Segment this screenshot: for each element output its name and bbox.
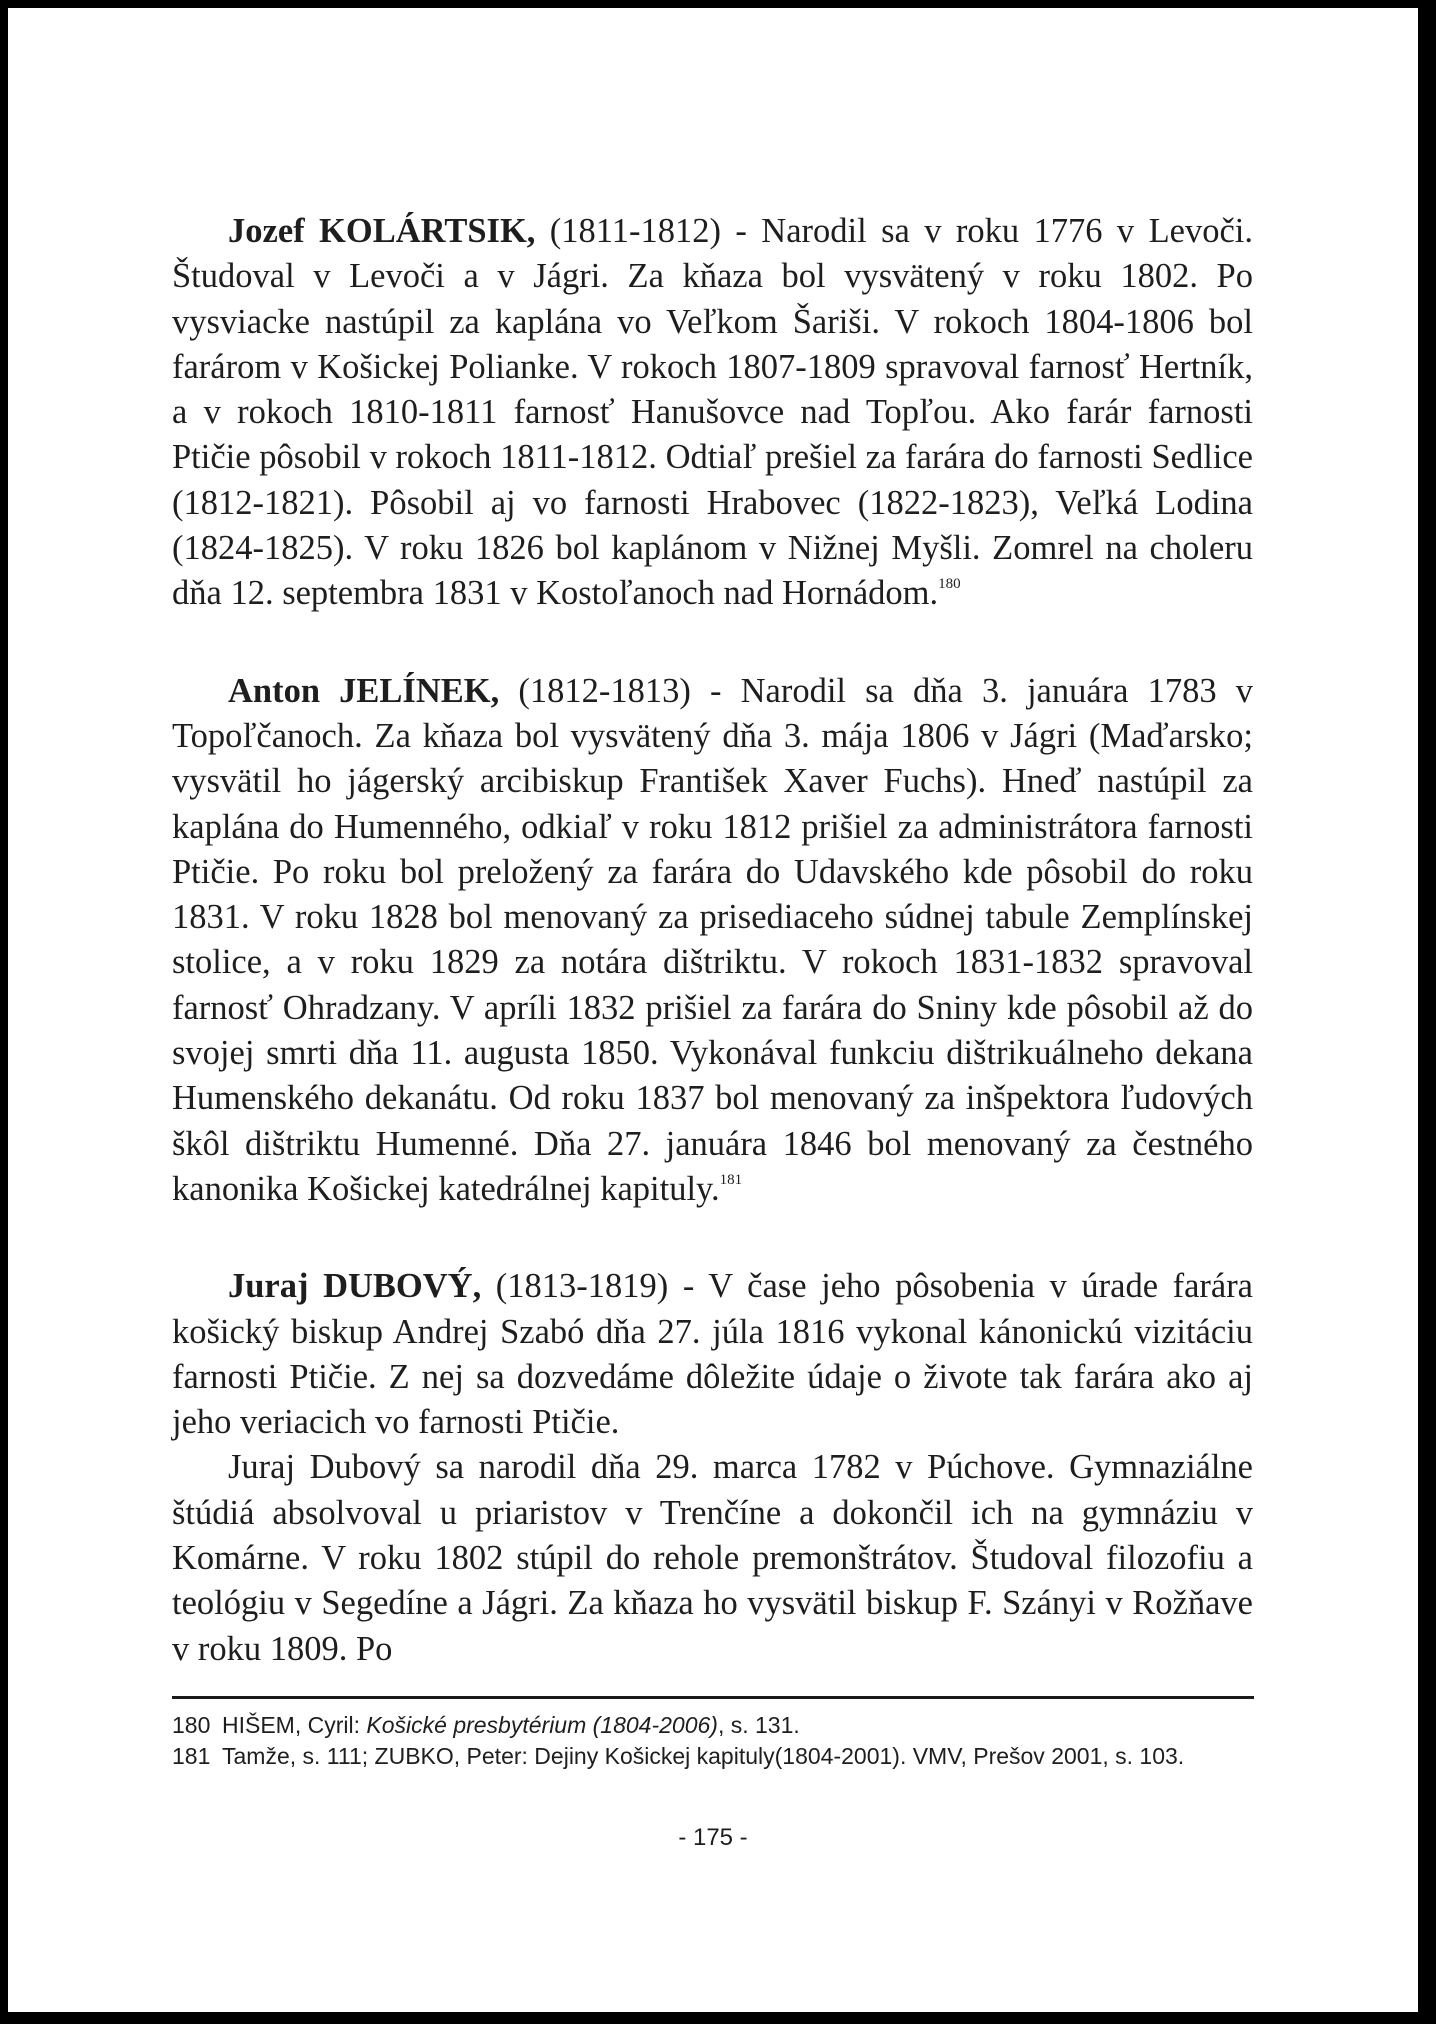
entry-text: (1811-1812) - Narodil sa v roku 1776 v Levoči. Študoval v Levoči a v Jágri. Za kňaza bol vysvätený v roku 1802. Po vysviacke nastúpil za kaplána vo Veľkom Šariši. V rokoch 1804-1806 bol farárom v Košickej Polianke. V rokoch 1807-1809 spravoval farnosť Hertník, a v rokoch 1810-1811 farnosť Hanušovce nad Topľou. Ako farár farnosti Ptičie pôsobil v rokoch 1811-1812. Odtiaľ prešiel za farára do farnosti Sedlice (1812-1821). Pôsobil aj vo farnosti Hrabovec (1822-1823), Veľká Lodina (1824-1825). V roku 1826 bol kaplánom v Nižnej Myšli. Zomrel na choleru dňa 12. septembra 1831 v Kostoľanoch nad Hornádom. bbox=[172, 212, 1253, 613]
footnote-title: Košické presbytérium (1804-2006) bbox=[366, 1712, 718, 1738]
footnote bbox=[172, 1741, 1254, 1772]
entry-dubovy bbox=[172, 1264, 1253, 1445]
footnote-divider bbox=[172, 1696, 1254, 1699]
priest-name: Juraj DUBOVÝ, bbox=[228, 1267, 482, 1306]
document-page bbox=[8, 8, 1418, 2012]
page-number: - 175 - bbox=[678, 1824, 748, 1851]
footnotes bbox=[172, 1710, 1254, 1772]
footnote-text: Tamže, s. 111; ZUBKO, Peter: Dejiny Košickej kapituly(1804-2001). VMV, Prešov 2001, s. 103. bbox=[222, 1743, 1185, 1769]
entry-text: (1813-1819) - V čase jeho pôsobenia v úrade farára košický biskup Andrej Szabó dňa 27. júla 1816 vykonal kánonickú vizitáciu farnosti Ptičie. Z nej sa dozvedáme dôležite údaje o živote tak farára ako aj jeho veriacich vo farnosti Ptičie. bbox=[172, 1267, 1253, 1442]
footnote bbox=[172, 1710, 1254, 1741]
priest-name: Jozef KOLÁRTSIK, bbox=[228, 212, 536, 250]
footnote-number: 181 bbox=[172, 1743, 211, 1769]
footnote-ref[interactable]: 180 bbox=[938, 576, 961, 593]
footnote-text: HIŠEM, Cyril: bbox=[222, 1712, 367, 1738]
entry-dubovy-continuation: Juraj Dubový sa narodil dňa 29. marca 1782 v Púchove. Gymnaziálne štúdiá absolvoval u priaristov v Trenčíne a dokončil ich na gymnáziu v Komárne. V roku 1802 stúpil do rehole premonštrátov. Študoval filozofiu a teológiu v Segedíne a Jágri. Za kňaza ho vysvätil biskup F. Szányi v Rožňave v roku 1809. Po bbox=[172, 1448, 1253, 1668]
footnote-number: 180 bbox=[172, 1712, 211, 1738]
footnote-text-end: , s. 131. bbox=[717, 1712, 800, 1738]
main-text bbox=[172, 209, 1253, 1672]
entry-jelinek bbox=[172, 669, 1253, 1213]
priest-name: Anton JELÍNEK, bbox=[228, 671, 500, 710]
footnote-ref[interactable]: 181 bbox=[719, 1171, 743, 1188]
entry-text: (1812-1813) - Narodil sa dňa 3. januára 1783 v Topoľčanoch. Za kňaza bol vysvätený dňa 3. mája 1806 v Jágri (Maďarsko; vysvätil ho jágerský arcibiskup František Xaver Fuchs). Hneď nastúpil za kaplána do Humenného, odkiaľ v roku 1812 prišiel za administrátora farnosti Ptičie. Po roku bol preložený za farára do Udavského kde pôsobil do roku 1831. V roku 1828 bol menovaný za prisediaceho súdnej tabule Zemplínskej stolice, a v roku 1829 za notára dištriktu. V rokoch 1831-1832 spravoval farnosť Ohradzany. V apríli 1832 prišiel za farára do Sniny kde pôsobil až do svojej smrti dňa 11. augusta 1850. Vykonával funkciu dištrikuálneho dekana Humenského dekanátu. Od roku 1837 bol menovaný za inšpektora ľudových škôl dištriktu Humenné. Dňa 27. januára 1846 bol menovaný za čestného kanonika Košickej katedrálnej kapituly. bbox=[172, 671, 1253, 1208]
entry-kolartsik bbox=[172, 209, 1253, 617]
